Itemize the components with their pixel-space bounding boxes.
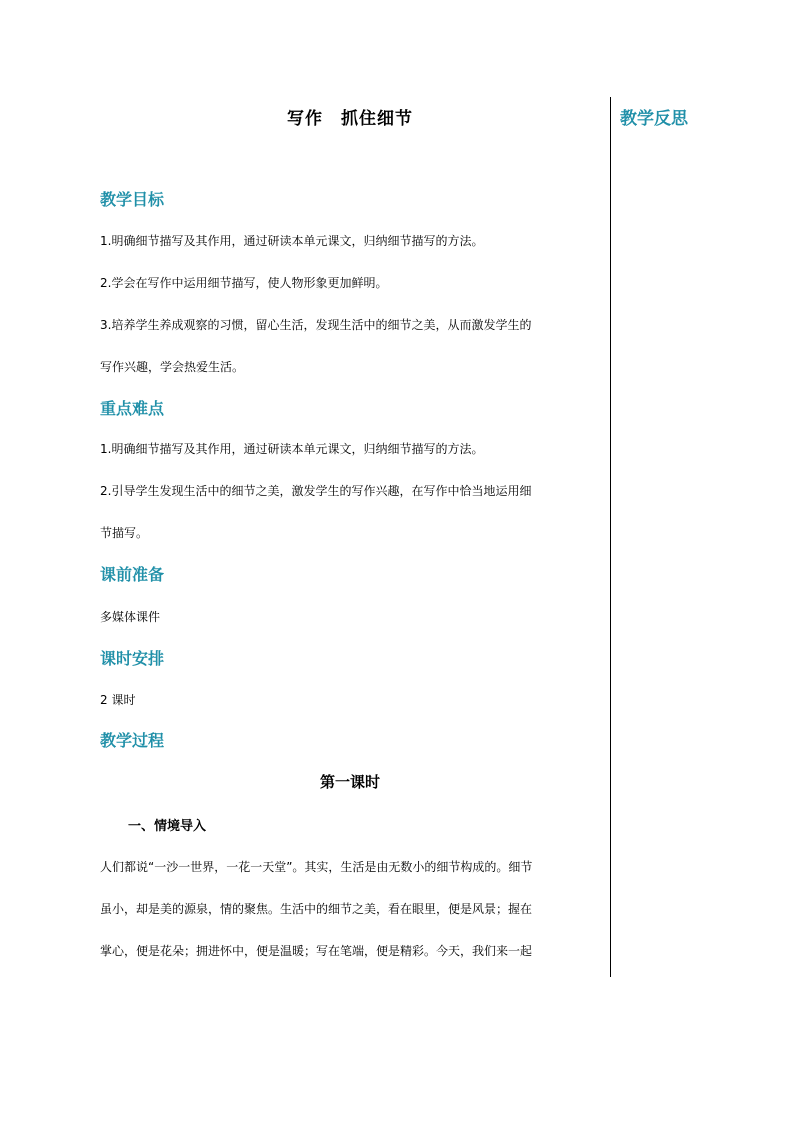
section-heading-goals: 教学目标 <box>100 190 165 209</box>
section-heading-process: 教学过程 <box>100 731 165 750</box>
section-heading-preparation: 课前准备 <box>100 565 165 584</box>
section-heading-key-points: 重点难点 <box>100 399 165 418</box>
key-points-line-2: 2.引导学生发现生活中的细节之美，激发学生的写作兴趣，在写作中恰当地运用细 <box>100 484 532 498</box>
document-title: 写作 抓住细节 <box>287 109 413 129</box>
process-line-1: 人们都说“一沙一世界，一花一天堂”。其实，生活是由无数小的细节构成的。细节 <box>100 860 533 874</box>
goals-line-2: 2.学会在写作中运用细节描写，使人物形象更加鲜明。 <box>100 276 388 290</box>
process-line-2: 虽小，却是美的源泉，情的聚焦。生活中的细节之美，看在眼里，便是风景；握在 <box>100 902 533 916</box>
process-line-3: 掌心，便是花朵；拥进怀中，便是温暖；写在笔端，便是精彩。今天，我们来一起 <box>100 944 533 958</box>
column-divider <box>610 97 611 977</box>
key-points-line-1: 1.明确细节描写及其作用，通过研读本单元课文，归纳细节描写的方法。 <box>100 442 484 456</box>
schedule-text: 2 课时 <box>100 693 136 707</box>
reflection-column-title: 教学反思 <box>620 109 688 129</box>
step-title: 一、情境导入 <box>128 819 207 834</box>
goals-line-4: 写作兴趣，学会热爱生活。 <box>100 360 245 374</box>
goals-line-1: 1.明确细节描写及其作用，通过研读本单元课文，归纳细节描写的方法。 <box>100 234 484 248</box>
key-points-line-3: 节描写。 <box>100 526 149 540</box>
section-heading-schedule: 课时安排 <box>100 649 165 668</box>
goals-line-3: 3.培养学生养成观察的习惯，留心生活，发现生活中的细节之美，从而激发学生的 <box>100 318 532 332</box>
lesson-title: 第一课时 <box>319 773 380 791</box>
preparation-text: 多媒体课件 <box>100 610 161 624</box>
